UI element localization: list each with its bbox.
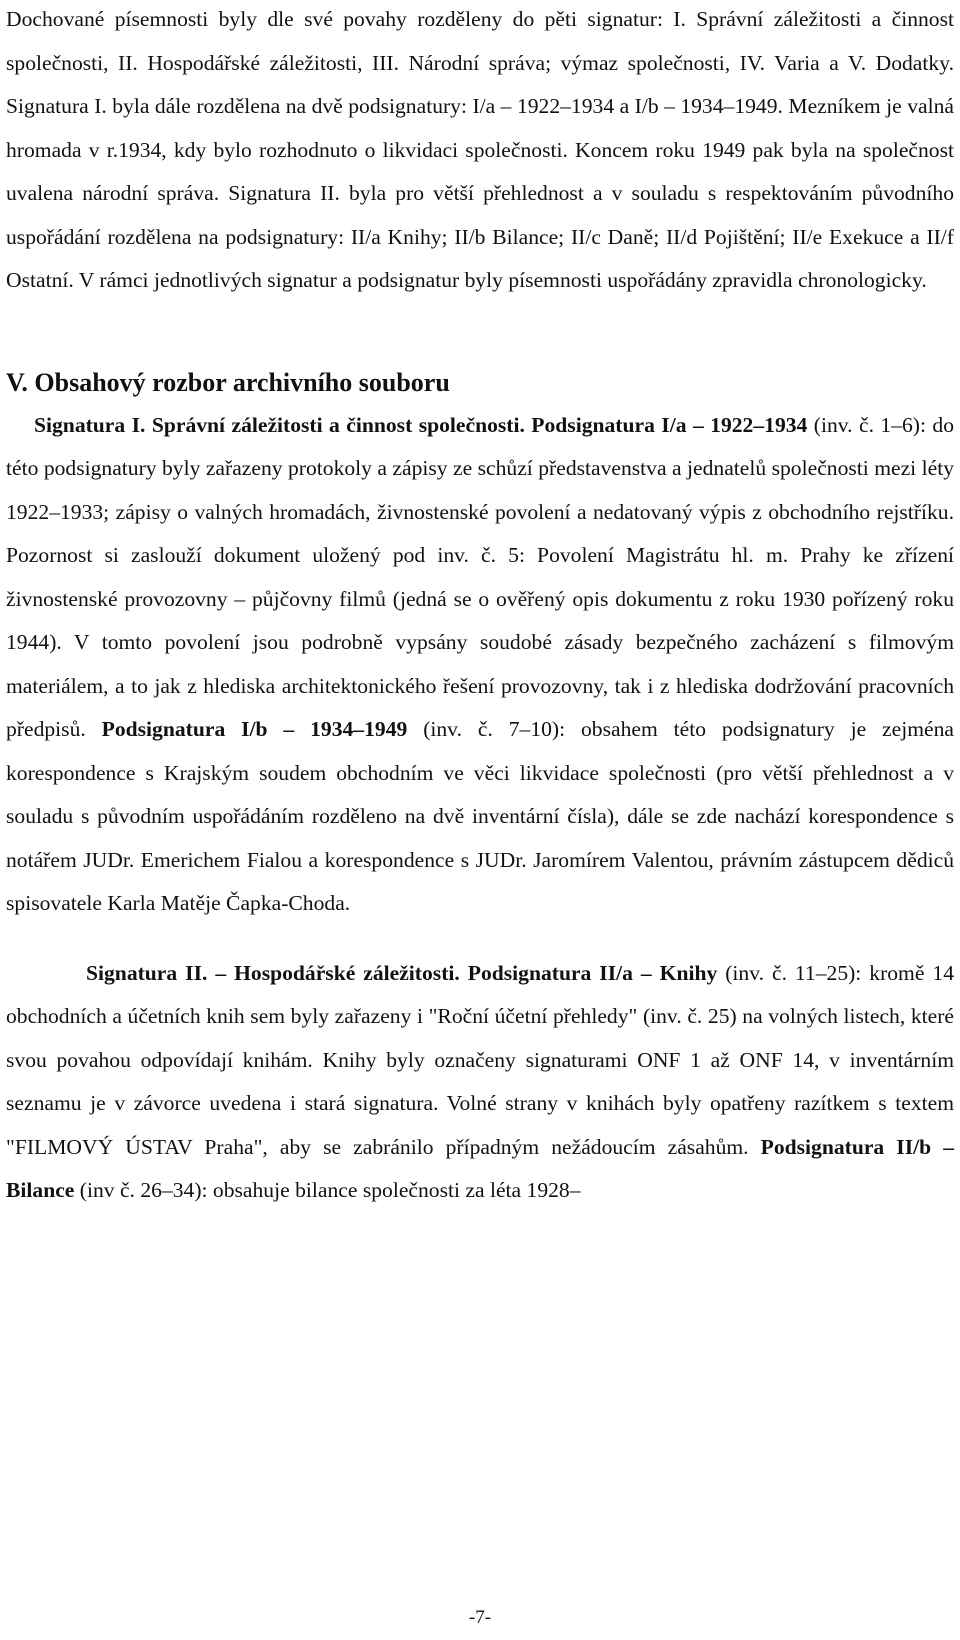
podsignatura-II-b-title: Podsignatura II/b – Bilance <box>6 1134 954 1202</box>
signatura-I-paragraph <box>6 404 954 926</box>
podsignatura-I-b-title: Podsignatura I/b – 1934–1949 <box>101 717 408 741</box>
podsignatura-II-b-text: (inv č. 26–34): obsahuje bilance společnosti za léta 1928– <box>74 1178 581 1202</box>
section-heading: V. Obsahový rozbor archivního souboru <box>6 367 450 397</box>
paragraph-text: Dochované písemnosti byly dle své povahy rozděleny do pěti signatur: I. Správní záležitosti a činnost společnosti, II. Hospodářské záležitosti, III. Národní správa; výmaz společnosti, IV. Varia a V. Dodatky. Signatura I. byla dále rozdělena na dvě podsignatury: I/a – 1922–1934 a I/b – 1934–1949. Mezníkem je valná hromada v r.1934, kdy bylo rozhodnuto o likvidaci společnosti. Koncem roku 1949 pak byla na společnost uvalena národní správa. Signatura II. byla pro větší přehlednost a v souladu s respektováním původního uspořádání rozdělena na podsignatury: II/a Knihy; II/b Bilance; II/c Daně; II/d Pojištění; II/e Exekuce a II/f Ostatní. V rámci jednotlivých signatur a podsignatur byly písemnosti uspořádány zpravidla chronologicky. <box>6 7 954 292</box>
document-page <box>6 0 954 1213</box>
signatura-II-text: (inv. č. 11–25): kromě 14 obchodních a účetních knih sem byly zařazeny i "Roční účetní přehledy" (inv. č. 25) na volných listech, které svou povahou odpovídají knihám. Knihy byly označeny signaturami ONF 1 až ONF 14, v inventárním seznamu je v závorce uvedena i stará signatura. Volné strany v knihách byly opatřeny razítkem s textem "FILMOVÝ ÚSTAV Praha", aby se zabránilo případným nežádoucím zásahům. <box>6 960 955 1159</box>
signatura-II-title: Signatura II. – Hospodářské záležitosti. Podsignatura II/a – Knihy <box>86 960 718 985</box>
signatura-II-paragraph <box>6 952 954 1213</box>
page-number: -7- <box>468 1607 492 1628</box>
signatura-I-title: Signatura I. Správní záležitosti a činnost společnosti. Podsignatura I/a – 1922–1934 <box>34 412 808 437</box>
podsignatura-I-b-text: (inv. č. 7–10): obsahem této podsignatury je zejména korespondence s Krajským soudem obchodním ve věci likvidace společnosti (pro větší přehlednost a v souladu s původním uspořádáním rozděleno na dvě inventární čísla), dále se zde nachází korespondence s notářem JUDr. Emerichem Fialou a korespondence s JUDr. Jaromírem Valentou, právním zástupcem dědiců spisovatele Karla Matěje Čapka-Choda. <box>6 717 954 915</box>
signatura-I-text: (inv. č. 1–6): do této podsignatury byly zařazeny protokoly a zápisy ze schůzí představenstva a jednatelů společnosti mezi léty 1922–1933; zápisy o valných hromadách, živnostenské povolení a nedatovaný výpis z obchodního rejstříku. Pozornost si zaslouží dokument uložený pod inv. č. 5: Povolení Magistrátu hl. m. Prahy ke zřízení živnostenské provozovny – půjčovny filmů (jedná se o ověřený opis dokumentu z roku 1930 pořízený roku 1944). V tomto povolení jsou podrobně vypsány soudobé zásady bezpečného zacházení s filmovým materiálem, a to jak z hlediska architektonického řešení provozovny, tak i z hlediska dodržování pracovních předpisů. <box>6 412 954 741</box>
body-paragraph <box>6 0 954 303</box>
